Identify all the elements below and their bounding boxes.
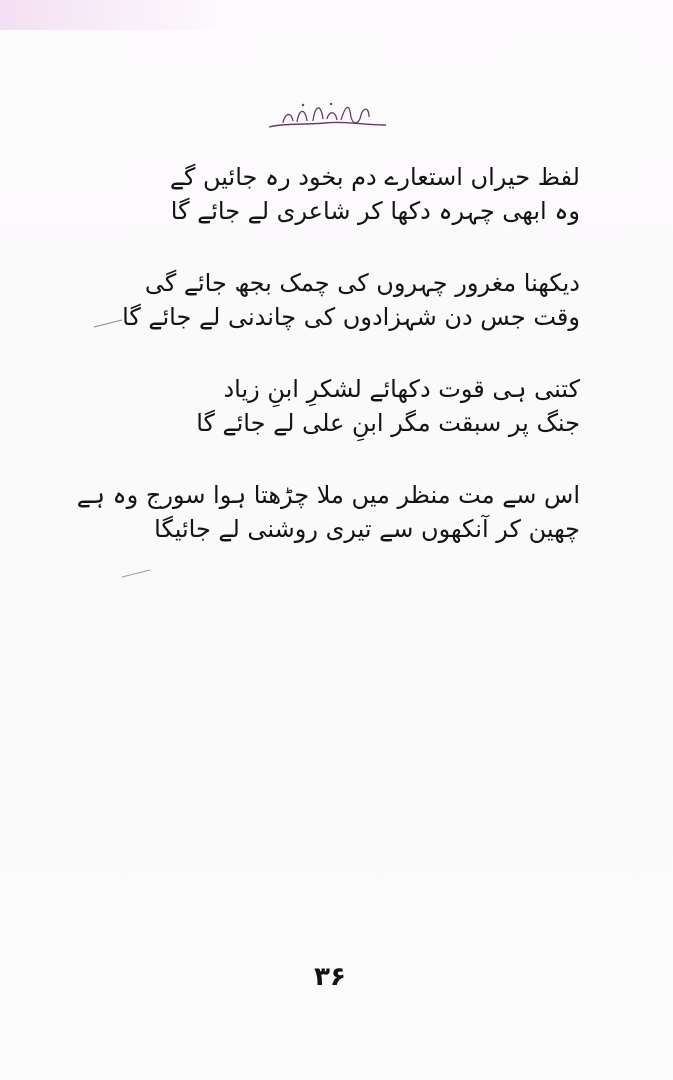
poem-line: اس سے مت منظر میں ملا چڑھتا ہوا سورج وہ ہے: [76, 481, 580, 509]
poem-line: وہ ابھی چہرہ دکھا کر شاعری لے جائے گا: [170, 197, 580, 225]
poem-line: جنگ پر سبقت مگر ابنِ علی لے جائے گا: [196, 409, 580, 437]
stanza: [122, 266, 580, 334]
stanza: [150, 372, 580, 440]
poem-line: وقت جس دن شہزادوں کی چاندنی لے جائے گا: [122, 303, 580, 331]
stanza: [76, 478, 580, 546]
poem-line: کتنی ہی قوت دکھائے لشکرِ ابنِ زیاد: [223, 375, 580, 403]
page-corner-tint: [0, 0, 230, 30]
signature-flourish: [265, 95, 390, 137]
stanza: [150, 160, 580, 228]
margin-pencil-mark: [92, 318, 124, 328]
page-number: ۳۶: [314, 962, 346, 992]
poem-line: لفظ حیراں استعارے دم بخود رہ جائیں گے: [169, 163, 580, 191]
poem-line: چھین کر آنکھوں سے تیری روشنی لے جائیگا: [154, 515, 580, 543]
margin-pencil-mark: [120, 568, 152, 578]
poem: [76, 160, 580, 584]
poem-line: دیکھنا مغرور چہروں کی چمک بجھ جائے گی: [144, 269, 580, 297]
